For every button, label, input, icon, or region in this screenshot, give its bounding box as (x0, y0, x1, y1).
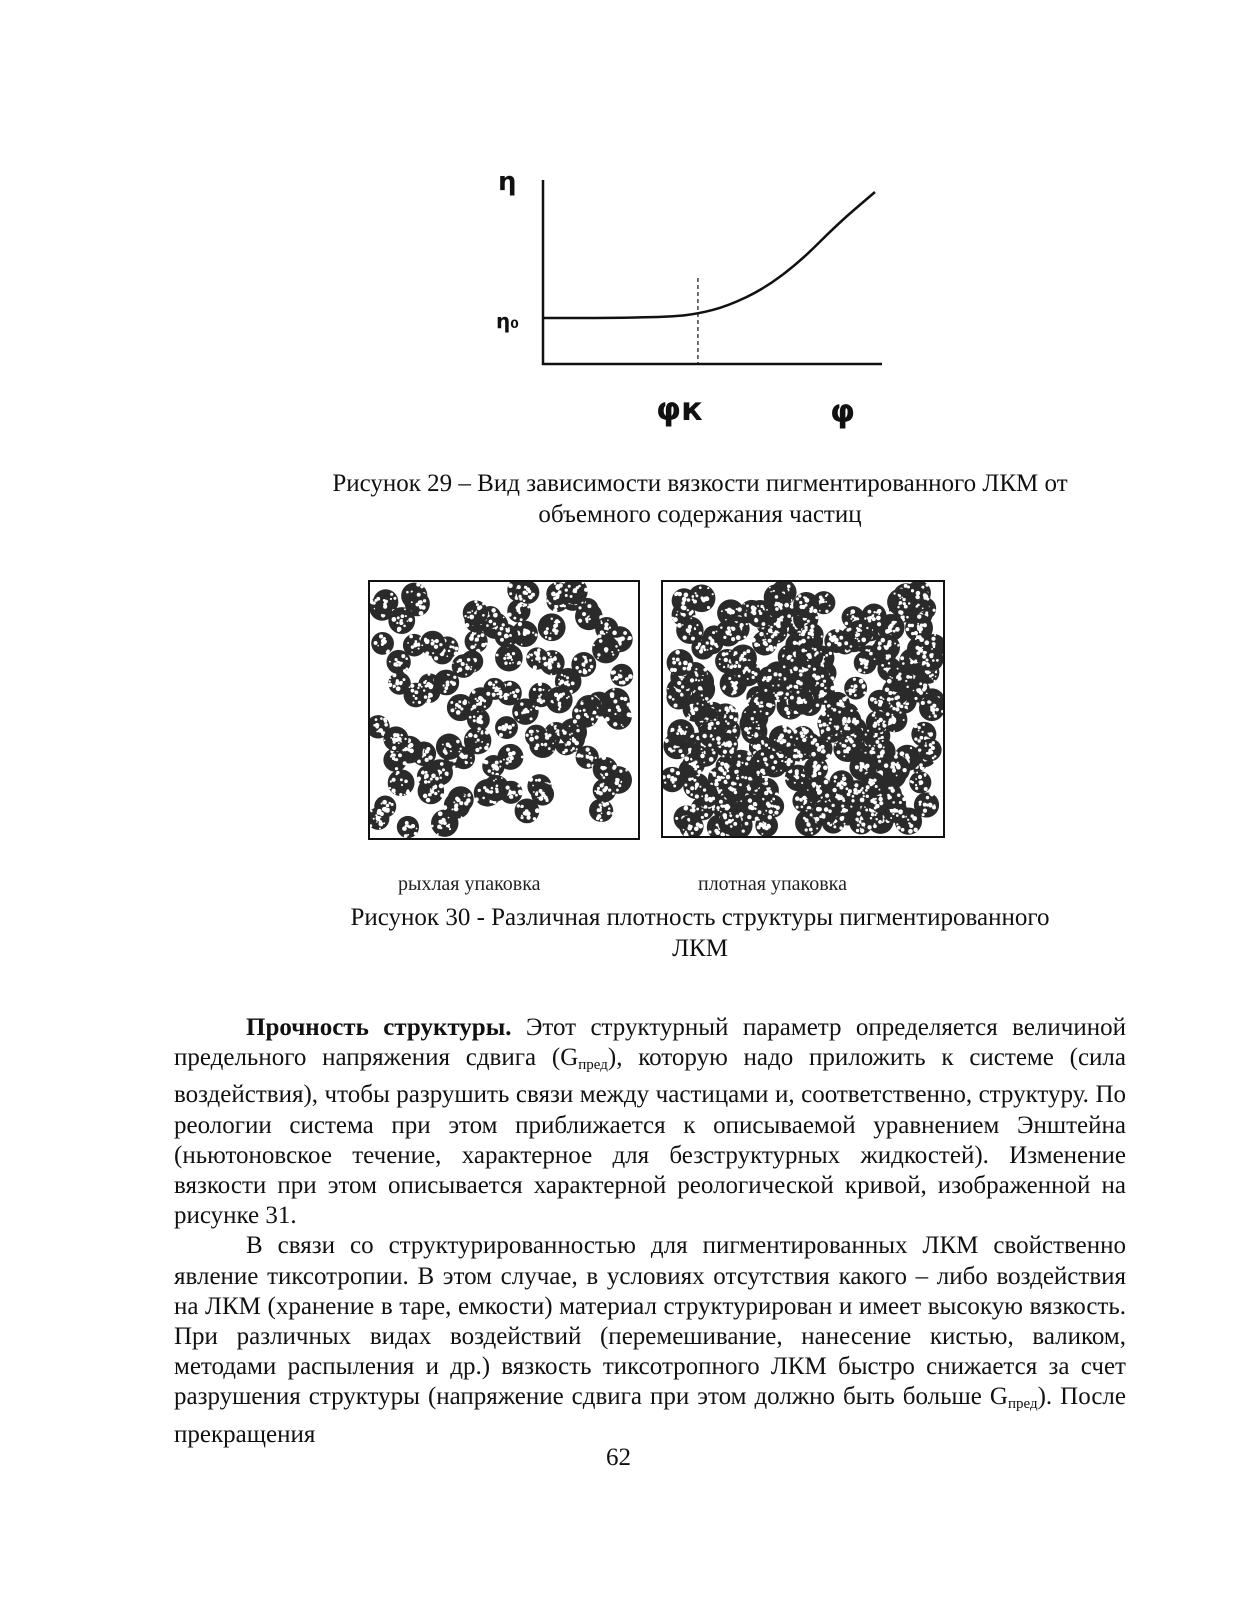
particle (595, 617, 618, 640)
particle (546, 686, 573, 713)
particle (397, 816, 419, 838)
particle (467, 708, 490, 731)
particle (817, 711, 842, 736)
particle (452, 654, 476, 678)
loose-packing-panel (368, 580, 640, 840)
y-tick-label: η₀ (496, 309, 519, 333)
particle (854, 651, 877, 674)
particle (752, 748, 780, 776)
figure-29-caption (180, 468, 1220, 530)
caption-line: Рисунок 29 – Вид зависимости вязкости пигментированного ЛКМ от (332, 470, 1068, 497)
particle (495, 716, 518, 739)
dense-packing-label: плотная упаковка (698, 873, 847, 895)
particle (788, 689, 814, 715)
particle (757, 666, 784, 693)
dense-packing-panel (661, 580, 945, 838)
loose-packing-label: рыхлая упаковка (398, 873, 541, 895)
particle (769, 724, 795, 752)
particle (738, 794, 765, 821)
particle (861, 772, 886, 797)
particle (374, 795, 396, 817)
caption-line: ЛКМ (672, 935, 728, 962)
particle (667, 649, 694, 676)
particle (909, 771, 931, 793)
particle (801, 623, 824, 646)
paragraph-heading: Прочность структуры. (246, 1014, 512, 1041)
paragraph: В связи со структурированностью для пигментированных ЛКМ свойственно явление тиксотропии. В этом случае, в условиях отсутствия какого – либо воздействия на ЛКМ (хранение в таре, емкости) материал структурирован и имеет высокую вязкость. При различных видах воздействий (перемешивание, нанесение кистью, валиком, методами распыления и др.) вязкость тиксотропного ЛКМ быстро снижается за счет разрушения структуры (напряжение сдвига при этом должно быть больше $G_{пред}$). После прекращения (174, 1232, 1127, 1448)
particle (495, 644, 523, 672)
particle (388, 607, 415, 634)
particle (529, 731, 556, 758)
viscosity-curve (543, 192, 875, 318)
particle (844, 677, 867, 700)
particle (886, 665, 914, 693)
particle (572, 701, 599, 728)
particle (718, 811, 742, 835)
particle (735, 661, 761, 687)
caption-line: объемного содержания частиц (538, 501, 862, 528)
particle (420, 631, 445, 656)
particle (383, 726, 408, 751)
particle (463, 600, 488, 626)
particle (914, 792, 939, 817)
particle (874, 634, 900, 660)
particle (813, 683, 835, 705)
particle (683, 696, 709, 722)
figure-30-caption (180, 902, 1220, 964)
particle (386, 650, 410, 674)
body-text (174, 1013, 1126, 1450)
particle (846, 620, 872, 646)
caption-line: Рисунок 30 - Различная плотность структуры пигментированного (350, 904, 1050, 931)
particle (469, 687, 493, 711)
particle (793, 592, 819, 618)
particle (812, 800, 837, 825)
particle (589, 799, 612, 822)
particle (538, 613, 566, 641)
particle (416, 765, 439, 787)
particle (699, 720, 727, 748)
paragraph: Прочность структуры. Этот структурный параметр определяется величиной предельного напряжения сдвига $(G_{пред})$, которую надо приложить к системе (сила воздействия), чтобы разрушить связи между частицами и, соответственно, структуру. По реологии система при этом приближается к описываемой уравнением Энштейна (ньютоновское течение, характерное для безструктурных жидкостей). Изменение вязкости при этом описывается характерной реологической кривой, изображенной на рисунке 31. (174, 1014, 1126, 1230)
particle (526, 647, 548, 669)
particle (371, 632, 394, 655)
x-axis-label: φ (830, 392, 856, 430)
y-axis-label: η (498, 167, 517, 197)
particle (465, 630, 488, 654)
particle (715, 620, 741, 646)
x-tick-label: φк (656, 390, 703, 428)
particle (804, 757, 828, 781)
particle (593, 779, 617, 803)
particle (887, 589, 914, 616)
particle (920, 648, 943, 671)
particle (764, 591, 790, 617)
viscosity-chart (480, 150, 900, 440)
particle (388, 769, 415, 796)
particle (866, 711, 888, 733)
particle (610, 664, 633, 687)
particle (404, 683, 429, 708)
page-number: 62 (606, 1444, 631, 1471)
particle (498, 744, 524, 770)
particle (436, 734, 462, 760)
